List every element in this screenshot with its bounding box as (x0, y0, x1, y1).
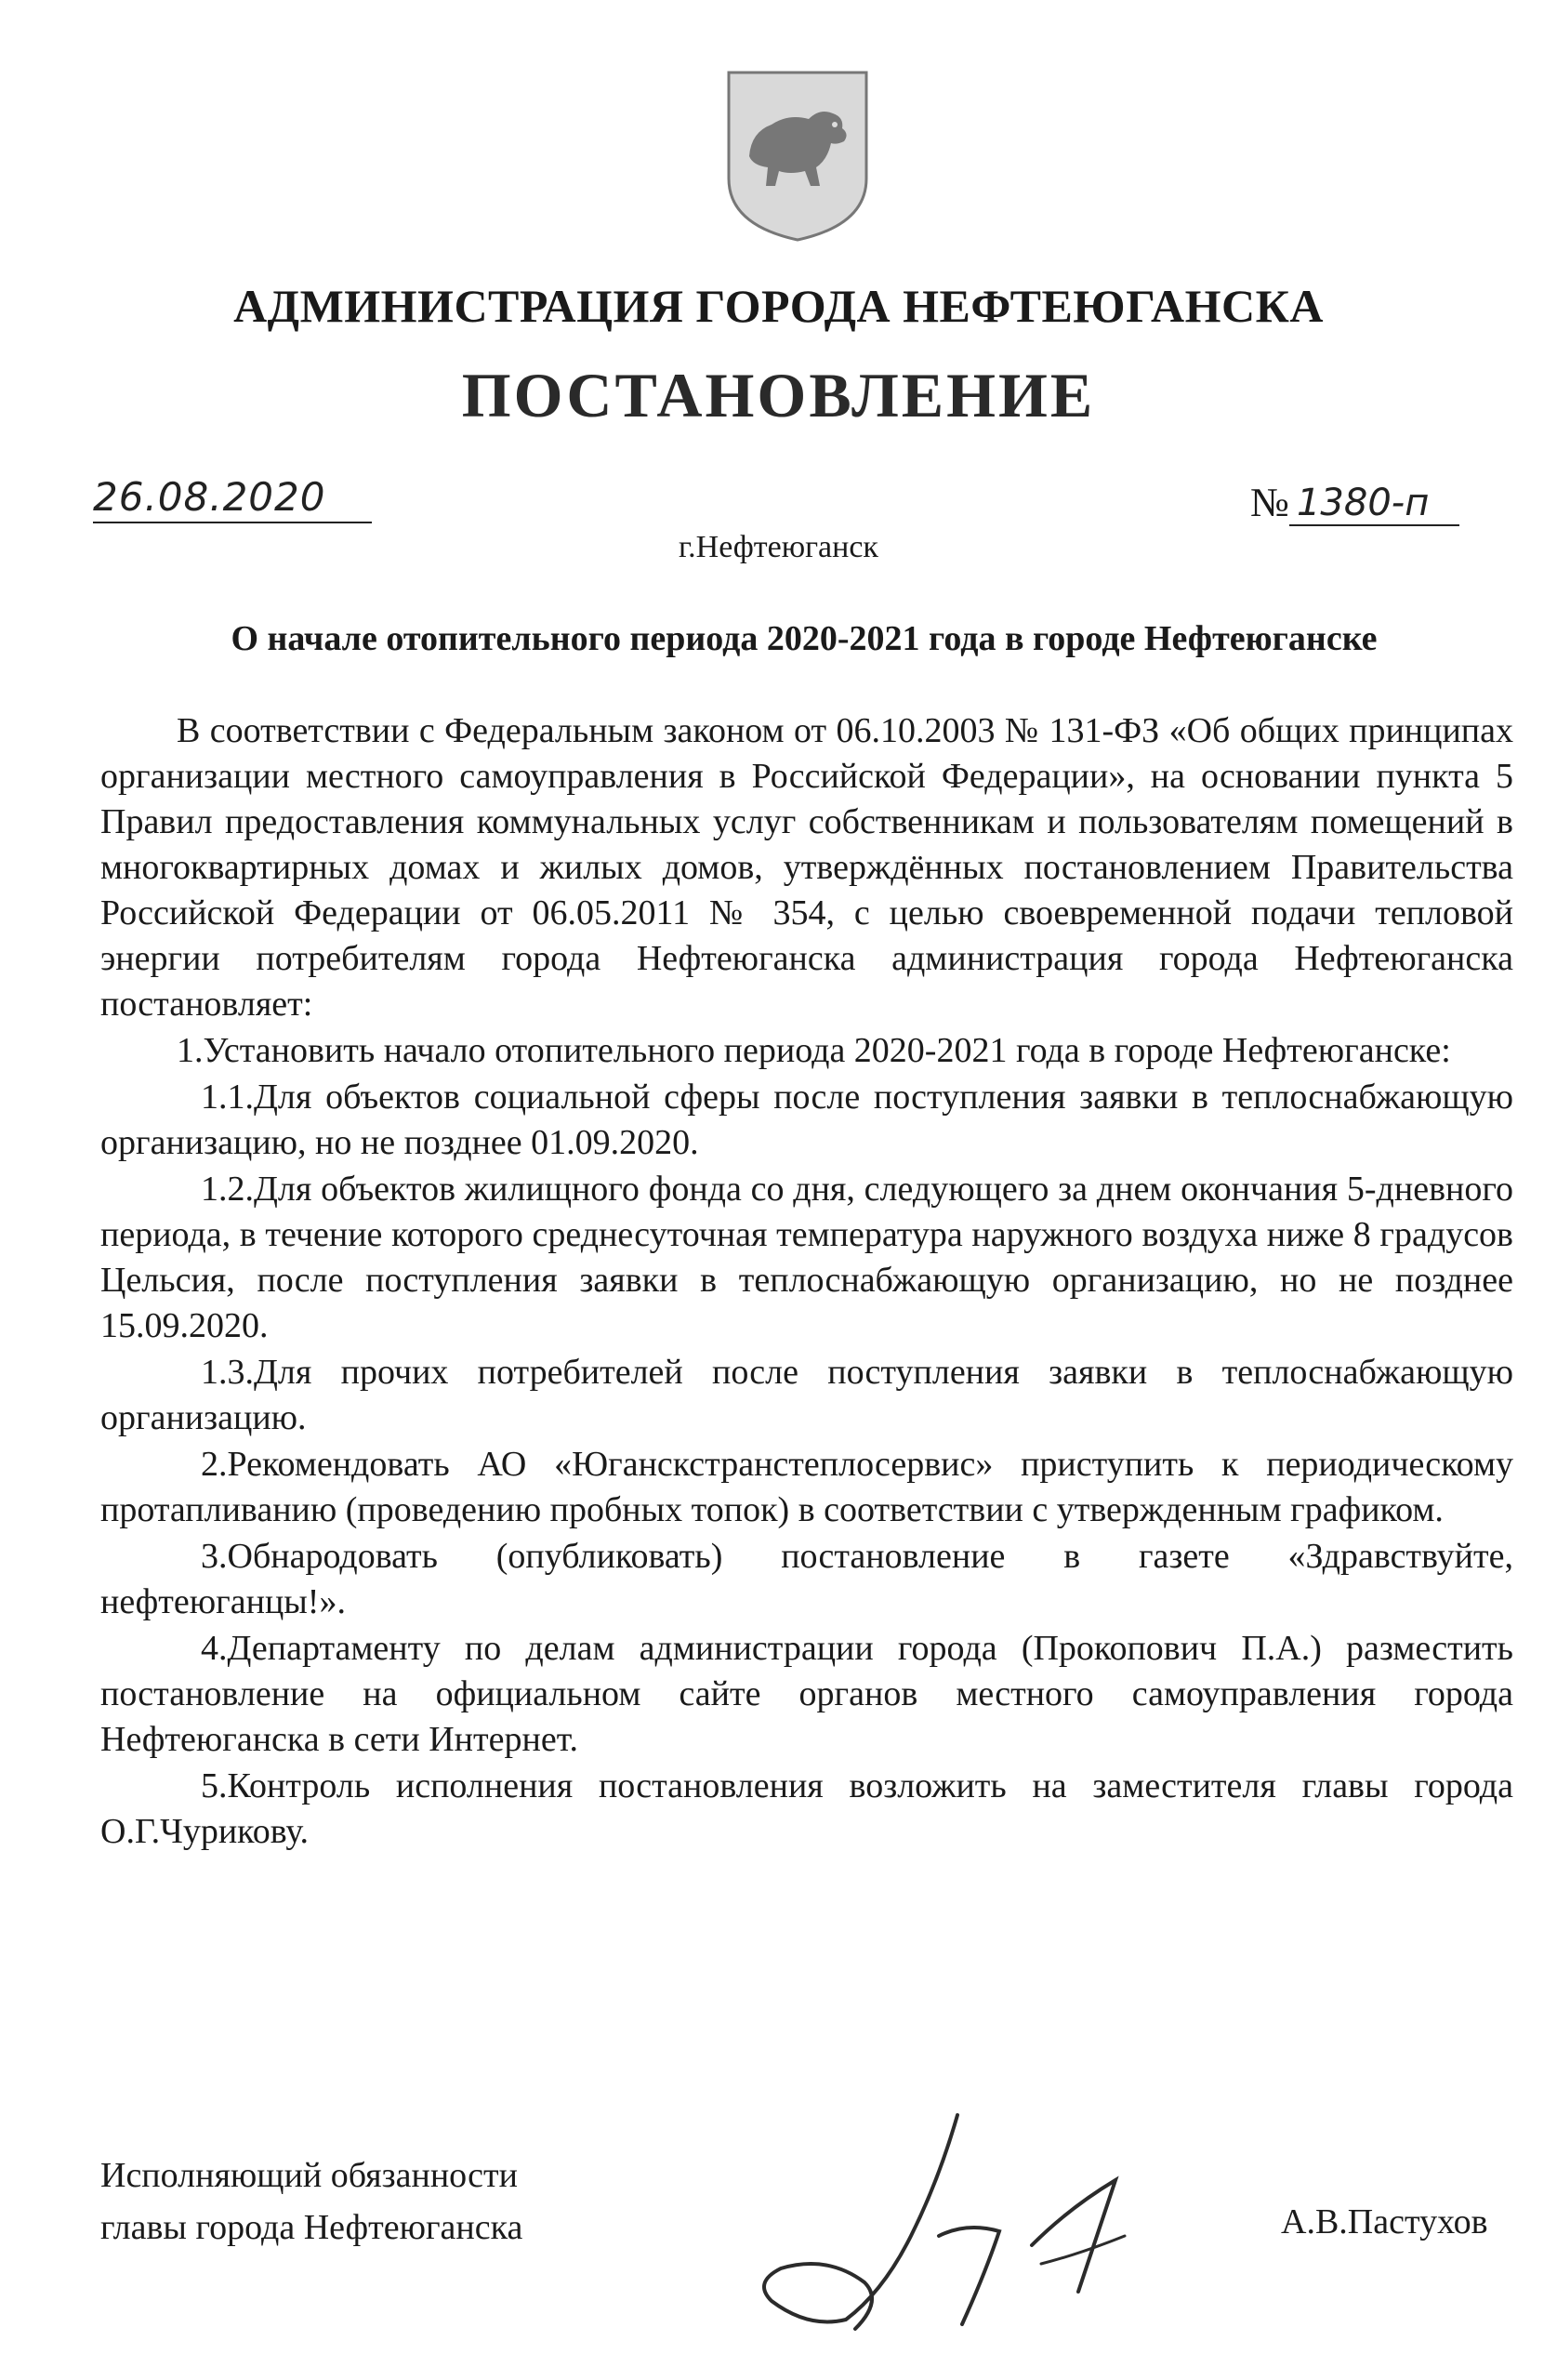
document-number: 1380-п (1289, 482, 1459, 526)
document-subject: О начале отопительного периода 2020-2021 года в городе Нефтеюганске (231, 619, 1378, 658)
document-date: 26.08.2020 (93, 474, 326, 520)
signatory-title-line-2: главы города Нефтеюганска (100, 2208, 523, 2247)
item-1-3: 1.3.Для прочих потребителей после поступления заявки в теплоснабжающую организацию. (100, 1353, 1513, 1437)
signatory-title (100, 2149, 522, 2254)
signatory-name: А.В.Пастухов (1281, 2202, 1488, 2241)
document-city: г.Нефтеюганск (679, 530, 878, 564)
item-1-2: 1.2.Для объектов жилищного фонда со дня, следующего за днем окончания 5-дневного периода, в течение которого среднесуточная температура наружного воздуха ниже 8 градусов Цельсия, после поступления заявки в теплоснабжающую организацию, но не позднее 15.09.2020. (100, 1170, 1513, 1345)
handwritten-signature (632, 2096, 1190, 2338)
document-date-field (93, 474, 372, 523)
city-coat-of-arms-bear-icon (723, 67, 872, 244)
item-1: 1.Установить начало отопительного периода 2020-2021 года в городе Нефтеюганске: (177, 1031, 1451, 1070)
item-3: 3.Обнародовать (опубликовать) постановление в газете «Здравствуйте, нефтеюганцы!». (100, 1537, 1513, 1621)
item-4: 4.Департаменту по делам администрации города (Прокопович П.А.) разместить постановление на официальном сайте органов местного самоуправления города Нефтеюганска в сети Интернет. (100, 1629, 1513, 1759)
document-body (100, 708, 1513, 1856)
item-5: 5.Контроль исполнения постановления возложить на заместителя главы города О.Г.Чурикову. (100, 1766, 1513, 1851)
item-1-1: 1.1.Для объектов социальной сферы после поступления заявки в теплоснабжающую организацию, но не позднее 01.09.2020. (100, 1078, 1513, 1162)
preamble-paragraph: В соответствии с Федеральным законом от 06.10.2003 № 131-ФЗ «Об общих принципах организации местного самоуправления в Российской Федерации», на основании пункта 5 Правил предоставления коммунальных услуг собственникам и пользователям помещений в многоквартирных домах и жилых домов, утверждённых постановлением Правительства Российской Федерации от 06.05.2011 № 354, с целью своевременной подачи тепловой энергии потребителям города Нефтеюганска администрация города Нефтеюганска постановляет: (100, 711, 1513, 1024)
signatory-title-line-1: Исполняющий обязанности (100, 2156, 518, 2195)
organization-title: АДМИНИСТРАЦИЯ ГОРОДА НЕФТЕЮГАНСКА (233, 280, 1324, 332)
number-sign: № (1250, 480, 1289, 525)
item-2: 2.Рекомендовать АО «Юганскстранстеплосервис» приступить к периодическому протапливанию (проведению пробных топок) в соответствии с утвержденным графиком. (100, 1445, 1513, 1529)
document-number-field (1250, 479, 1459, 525)
document-type-heading: ПОСТАНОВЛЕНИЕ (461, 360, 1096, 430)
